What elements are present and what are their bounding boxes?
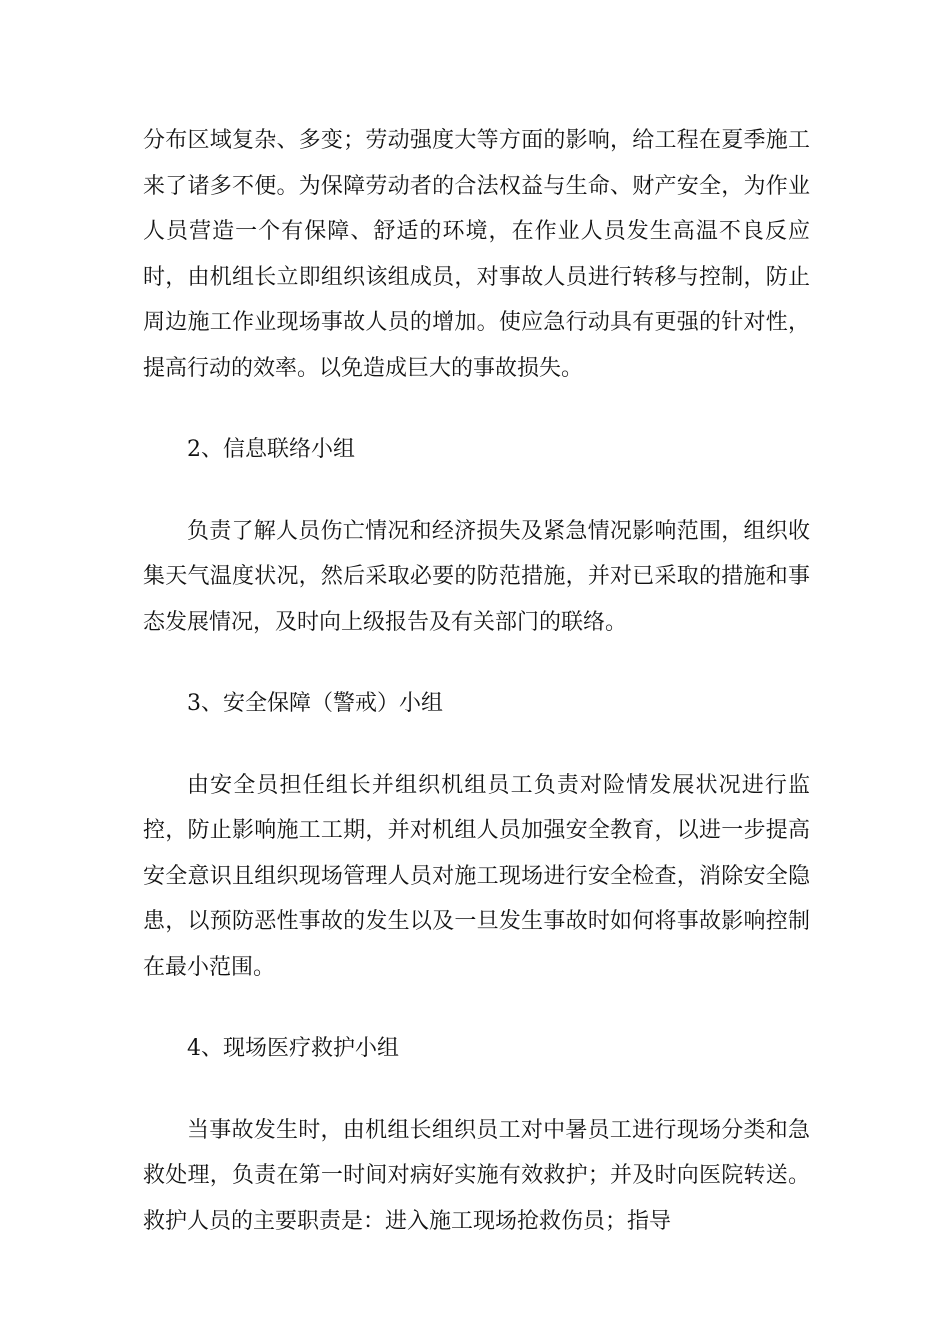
paragraph-info-liaison: 负责了解人员伤亡情况和经济损失及紧急情况影响范围，组织收集天气温度状况，然后采取必要的防范措施，并对已采取的措施和事态发展情况，及时向上级报告及有关部门的联络。: [143, 518, 810, 635]
document-body: [143, 118, 810, 1244]
paragraph-continuation: 分布区域复杂、多变；劳动强度大等方面的影响，给工程在夏季施工来了诸多不便。为保障劳动者的合法权益与生命、财产安全，为作业人员营造一个有保障、舒适的环境，在作业人员发生高温不良反应时，由机组长立即组织该组成员，对事故人员进行转移与控制，防止周边施工作业现场事故人员的增加。使应急行动具有更强的针对性，提高行动的效率。以免造成巨大的事故损失。: [143, 128, 810, 381]
paragraph-safety-guard: 由安全员担任组长并组织机组员工负责对险情发展状况进行监控，防止影响施工工期，并对机组人员加强安全教育，以进一步提高安全意识且组织现场管理人员对施工现场进行安全检查，消除安全隐患，以预防恶性事故的发生以及一旦发生事故时如何将事故影响控制在最小范围。: [143, 772, 810, 980]
section-heading-medical-rescue: 4、现场医疗救护小组: [187, 1036, 399, 1061]
paragraph-medical-rescue: 当事故发生时，由机组长组织员工对中暑员工进行现场分类和急救处理，负责在第一时间对病好实施有效救护；并及时向医院转送。救护人员的主要职责是：进入施工现场抢救伤员；指导: [143, 1117, 810, 1234]
section-heading-info-liaison: 2、信息联络小组: [187, 437, 355, 462]
section-heading-safety-guard: 3、安全保障（警戒）小组: [187, 691, 443, 716]
